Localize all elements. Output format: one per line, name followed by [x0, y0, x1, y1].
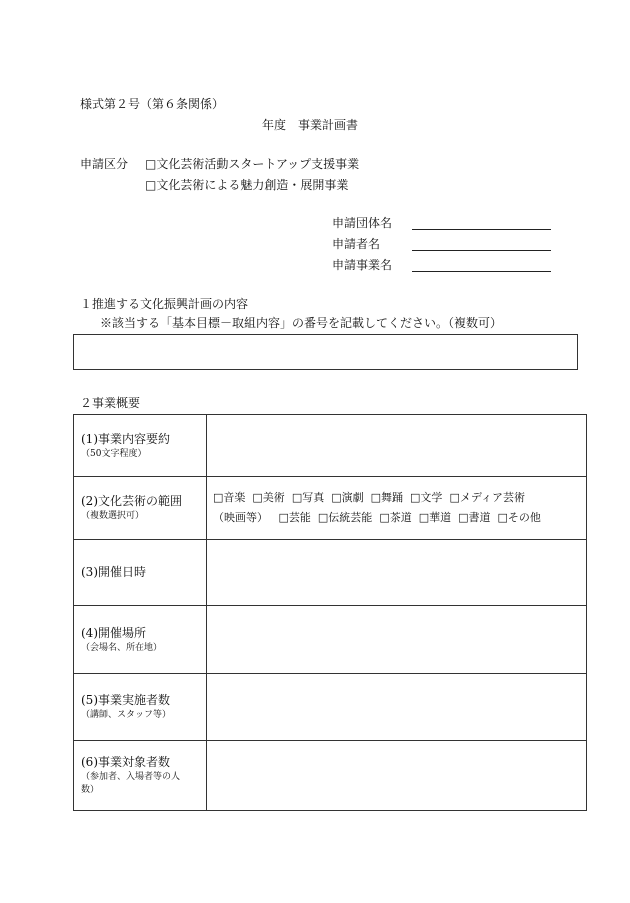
table-row — [74, 741, 587, 811]
section1-note: ※該当する「基本目標－取組内容」の番号を記載してください。（複数可） — [100, 316, 503, 330]
checkbox-dance[interactable]: □舞踊 — [370, 491, 404, 504]
checkbox-media-art[interactable]: □メディア芸術 — [449, 491, 525, 504]
table-row — [74, 674, 587, 741]
page-title: 年度 事業計画書 — [262, 118, 359, 132]
applicant-organization-label: 申請団体名 — [332, 216, 393, 230]
category-option-attraction[interactable]: □文化芸術による魅力創造・展開事業 — [145, 178, 349, 192]
row-label-audience-count: (6)事業対象者数 （参加者、入場者等の人数） — [74, 741, 207, 811]
project-name-field[interactable] — [412, 271, 551, 272]
table-row — [74, 540, 587, 606]
checkbox-literature[interactable]: □文学 — [410, 491, 443, 504]
art-scope-line1 — [213, 488, 586, 508]
category-option-startup[interactable]: □文化芸術活動スタートアップ支援事業 — [145, 157, 360, 171]
form-number: 様式第２号（第６条関係） — [80, 97, 225, 111]
summary-value-cell[interactable] — [207, 415, 587, 477]
applicant-organization-field[interactable] — [412, 229, 551, 230]
checkbox-photo[interactable]: □写真 — [291, 491, 325, 504]
media-art-note: （映画等） — [213, 511, 268, 524]
checkbox-music[interactable]: □音楽 — [213, 491, 246, 504]
audience-count-value-cell[interactable] — [207, 741, 587, 811]
applicant-name-field[interactable] — [412, 250, 551, 251]
section1-heading: １推進する文化振興計画の内容 — [80, 297, 249, 311]
table-row — [74, 415, 587, 477]
plan-content-field[interactable] — [73, 334, 578, 370]
art-scope-line2 — [213, 508, 586, 528]
row-label-venue: (4)開催場所 （会場名、所在地） — [74, 606, 207, 674]
project-overview-table — [73, 414, 587, 811]
date-value-cell[interactable] — [207, 540, 587, 606]
checkbox-traditional-arts[interactable]: □伝統芸能 — [317, 511, 373, 524]
venue-value-cell[interactable] — [207, 606, 587, 674]
checkbox-theater[interactable]: □演劇 — [331, 491, 364, 504]
art-scope-options — [207, 477, 587, 540]
section2-heading: ２事業概要 — [80, 396, 141, 410]
checkbox-flower-arrangement[interactable]: □華道 — [418, 511, 452, 524]
row-label-summary: (1)事業内容要約 （50文字程度） — [74, 415, 207, 477]
project-name-label: 申請事業名 — [332, 258, 393, 272]
application-category-label: 申請区分 — [80, 157, 129, 171]
checkbox-performing-arts[interactable]: □芸能 — [278, 511, 311, 524]
checkbox-other[interactable]: □その他 — [497, 511, 541, 524]
table-row — [74, 606, 587, 674]
row-label-staff-count: (5)事業実施者数 （講師、スタッフ等） — [74, 674, 207, 741]
applicant-name-label: 申請者名 — [332, 237, 381, 251]
checkbox-calligraphy[interactable]: □書道 — [458, 511, 491, 524]
staff-count-value-cell[interactable] — [207, 674, 587, 741]
checkbox-fine-art[interactable]: □美術 — [252, 491, 285, 504]
row-label-art-scope: (2)文化芸術の範囲 （複数選択可） — [74, 477, 207, 540]
row-label-date: (3)開催日時 — [74, 540, 207, 606]
table-row — [74, 477, 587, 540]
checkbox-tea-ceremony[interactable]: □茶道 — [379, 511, 412, 524]
